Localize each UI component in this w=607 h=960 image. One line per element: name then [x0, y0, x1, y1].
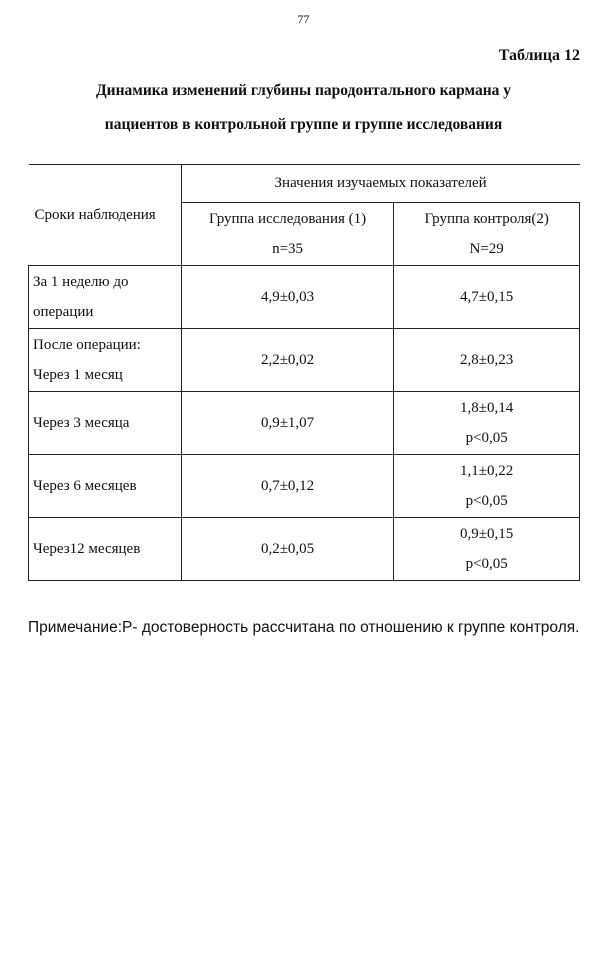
- header-control-group-n: N=29: [469, 241, 504, 257]
- header-period: Сроки наблюдения: [29, 165, 182, 266]
- control-p-value: p<0,05: [465, 430, 508, 446]
- study-value: 2,2±0,02: [181, 329, 394, 392]
- table-label: Таблица 12: [498, 47, 580, 64]
- period-text: операции: [33, 304, 94, 320]
- control-value: [394, 455, 580, 518]
- period-cell: [29, 266, 182, 329]
- header-study-group-n: n=35: [272, 241, 304, 257]
- period-text: За 1 неделю до: [33, 274, 129, 290]
- period-cell: Через 3 месяца: [29, 392, 182, 455]
- study-value: 0,2±0,05: [181, 518, 394, 581]
- table-row: [29, 329, 580, 392]
- table-note: Примечание:Р- достоверность рассчитана по отношению к группе контроля.: [28, 619, 580, 636]
- control-value: [394, 392, 580, 455]
- header-control-group: [394, 203, 580, 266]
- header-control-group-label: Группа контроля(2): [424, 211, 549, 227]
- header-values-span: Значения изучаемых показателей: [181, 165, 579, 203]
- control-mean: 0,9±0,15: [460, 526, 514, 542]
- header-study-group: [181, 203, 394, 266]
- period-cell: [29, 329, 182, 392]
- control-value: 2,8±0,23: [394, 329, 580, 392]
- control-value: [394, 518, 580, 581]
- control-value: 4,7±0,15: [394, 266, 580, 329]
- table-row: [29, 392, 580, 455]
- data-table: [28, 164, 580, 581]
- control-mean: 1,1±0,22: [460, 463, 514, 479]
- period-text: Через 1 месяц: [33, 367, 123, 383]
- period-cell: Через 6 месяцев: [29, 455, 182, 518]
- control-p-value: p<0,05: [465, 493, 508, 509]
- period-text: После операции:: [33, 337, 141, 353]
- table-row: [29, 455, 580, 518]
- study-value: 4,9±0,03: [181, 266, 394, 329]
- control-mean: 1,8±0,14: [460, 400, 514, 416]
- table-title-line-2: пациентов в контрольной группе и группе исследования: [104, 116, 503, 133]
- control-p-value: p<0,05: [465, 556, 508, 572]
- table-title-line-1: Динамика изменений глубины пародонтального кармана у: [95, 82, 512, 99]
- period-cell: Через12 месяцев: [29, 518, 182, 581]
- table-row: [29, 518, 580, 581]
- header-study-group-label: Группа исследования (1): [208, 211, 367, 227]
- study-value: 0,9±1,07: [181, 392, 394, 455]
- table-row: [29, 266, 580, 329]
- study-value: 0,7±0,12: [181, 455, 394, 518]
- page-number: 77: [297, 12, 310, 26]
